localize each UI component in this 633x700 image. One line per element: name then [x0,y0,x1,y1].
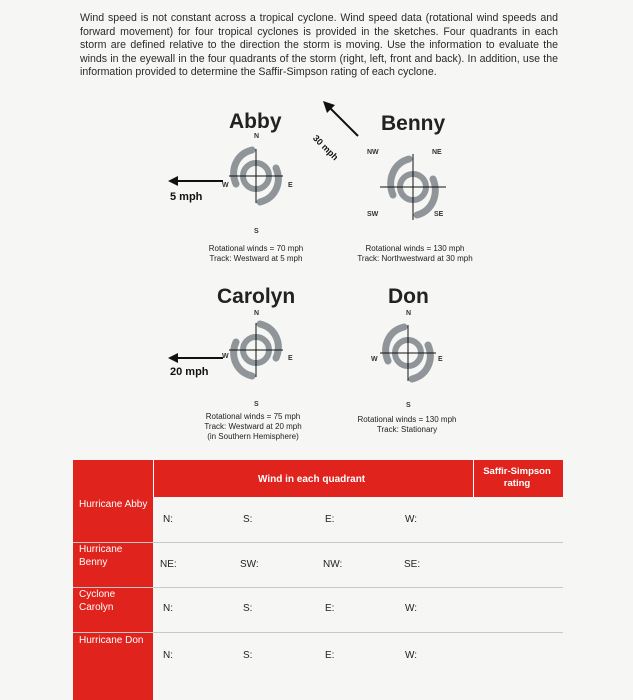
dir-label: S [406,402,411,409]
dir-label: N [406,310,412,317]
storm-name-carolyn: Carolyn [217,285,296,308]
answer-table [73,460,563,700]
storm-name-benny: Benny [381,112,446,135]
dir-label: SW [367,211,379,218]
divider [473,460,474,497]
dir-label: E [288,182,293,189]
divider [153,460,154,497]
dir-label: E [288,355,293,362]
cell-input[interactable]: N: [163,514,173,525]
dir-label: E [438,356,443,363]
row-label-benny: Hurricane Benny [79,544,123,568]
track-speed: 20 mph [170,366,209,378]
storm-info [188,412,318,442]
rotational-winds-text: Rotational winds = 70 mph [208,244,304,253]
cell-input[interactable]: N: [163,603,173,614]
track-arrow-icon [322,100,360,138]
cell-input[interactable]: E: [325,514,335,525]
track-speed: 5 mph [170,191,203,203]
cell-input[interactable]: W: [405,603,418,614]
hurricane-symbol-icon [380,154,446,220]
track-arrow-icon [168,175,223,187]
row-label-abby: Hurricane Abby [79,499,148,510]
track-arrow-icon [168,352,223,364]
dir-label: W [371,356,378,363]
rotational-winds-text: Rotational winds = 130 mph [365,244,465,253]
row-label-carolyn: Cyclone Carolyn [79,589,116,613]
divider [73,632,563,633]
track-text: Track: Westward at 5 mph [209,254,303,263]
cell-input[interactable]: W: [405,650,418,661]
track-text: Track: Westward at 20 mph [204,422,302,431]
storm-name-don: Don [388,285,429,308]
storm-info [345,244,485,264]
dir-label: SE [434,211,444,218]
hurricane-symbol-icon [379,324,437,382]
cell-input[interactable]: S: [243,650,253,661]
cell-input[interactable]: N: [163,650,173,661]
rotational-winds-text: Rotational winds = 75 mph [205,412,301,421]
dir-label: N [254,133,260,140]
dir-label: N [254,310,260,317]
cell-input[interactable]: SE: [404,559,421,570]
dir-label: S [254,401,259,408]
track-speed: 30 mph [310,133,341,163]
cell-input[interactable]: E: [325,603,335,614]
header-saffir-simpson: Saffir-Simpson rating [483,466,551,489]
row-label-don: Hurricane Don [79,635,144,646]
dir-label: W [222,182,229,189]
hemisphere-text: (in Southern Hemisphere) [207,432,299,441]
cell-input[interactable]: S: [243,603,253,614]
track-text: Track: Stationary [376,425,438,434]
dir-label: W [222,353,229,360]
cell-input[interactable]: S: [243,514,253,525]
storm-info [196,244,316,264]
hurricane-symbol-icon [228,322,284,378]
header-wind-quadrant: Wind in each quadrant [258,474,366,485]
dir-label: NE [432,149,442,156]
cell-input[interactable]: E: [325,650,335,661]
cell-input[interactable]: NE: [160,559,177,570]
hurricane-symbol-icon [228,148,284,204]
track-text: Track: Northwestward at 30 mph [357,254,473,263]
rotational-winds-text: Rotational winds = 130 mph [357,415,457,424]
intro-paragraph: Wind speed is not constant across a tropical cyclone. Wind speed data (rotational wind speeds and forward movement) for four tropical cyclones is provided in the sketches. Four quadrants in each storm are defined relative to the direction the storm is moving. Use the information to evaluate the winds in the eyewall in the four quadrants of the storm (right, left, front and back). In addition, use the information provided to determine the Saffir-Simpson rating of each cyclone. [80,12,558,79]
dir-label: NW [367,149,379,156]
cell-input[interactable]: NW: [323,559,343,570]
storm-name-abby: Abby [229,110,282,133]
cell-input[interactable]: W: [405,514,418,525]
dir-label: S [254,228,259,235]
cell-input[interactable]: SW: [240,559,259,570]
storm-info [342,415,472,435]
